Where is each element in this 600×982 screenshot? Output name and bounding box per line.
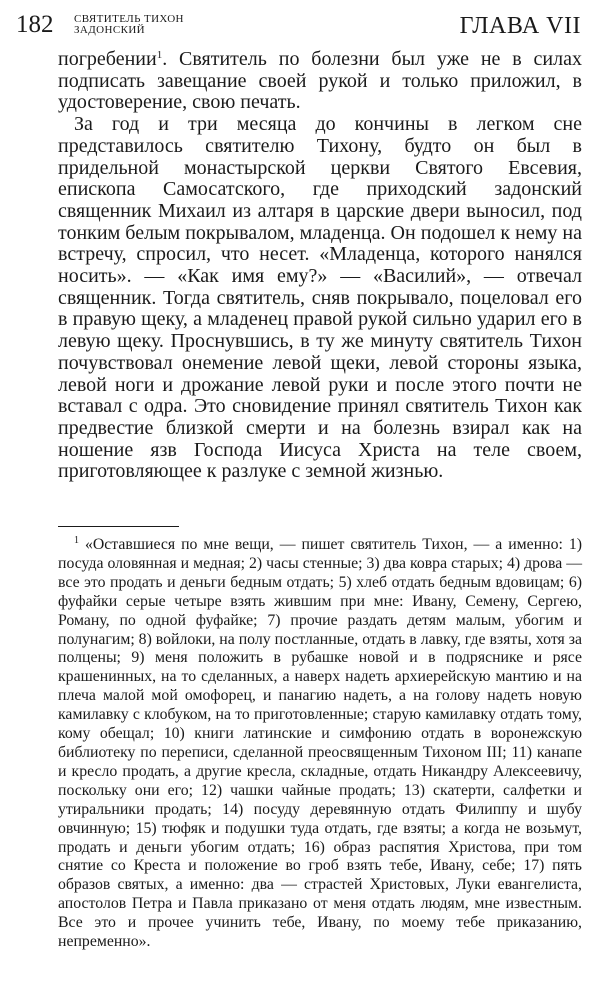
running-title bbox=[74, 14, 184, 36]
running-title-line-2: ЗАДОНСКИЙ bbox=[74, 24, 146, 36]
footnote-separator bbox=[58, 526, 179, 527]
main-text bbox=[58, 49, 582, 483]
footnote-reference[interactable]: 1 bbox=[156, 49, 163, 61]
footnote-text: «Оставшиеся по мне вещи, — пишет святитель Тихон, — а именно: 1) посуда оловянная и медная; 2) часы стенные; 3) два ковра старых; 4) дрова — все это продать и деньги бедным отдать; 5) хлеб отдать бедным вдовицам; 6) фуфайки серые четыре взять жившим при мне: Ивану, Семену, Сергею, Роману, по одной фуфайке; 7) прочие раздать детям малым, убогим и полунагим; 8) войлоки, на полу постланные, отдать в лавку, где взяты, хотя за полцены; 9) меня положить в рубашке новой и в подряснике и рясе крашенинных, на то сделанных, а наверх надеть архиерейскую мантию и на плеча малой мой омофорец, и панагию надеть, а на голову надеть новую камилавку с клобуком, на то приготовленные; старую камилавку отдать тому, кому обещал; 10) книги латинские и симфонию отдать в воронежскую библиотеку по переписи, сделанной преосвященным Тихоном III; 11) канапе и кресло продать, а другие кресла, складные, отдать Никандру Алексеевичу, поскольку они его; 12) чашки чайные продать; 13) скатерти, салфетки и утиральники продать; 14) посуду деревянную отдать Филиппу и шубу овчинную; 15) тюфяк и подушки туда отдать, где взяты; а когда не возьмут, продать и деньги убогим отдать; 16) образ распятия Христова, при том снятие со Креста и положение во гроб взять тебе, Ивану, себе; 17) пять образов святых, а именно: два — страстей Христовых, Луки евангелиста, апостолов Петра и Павла приказано от меня отдать людям, мне известным. Все это и прочее учинить тебе, Ивану, по моему тебе приказанию, непременно». bbox=[58, 536, 582, 951]
paragraph-2: За год и три месяца до кончины в легком сне представилось святителю Тихону, будто он был в придельной монастырской церкви Святого Евсевия, епископа Самосатского, где приходский задонский священник Михаил из алтаря в царские двери выносил, под тонким белым покрывалом, младенца. Он подошел к нему на встречу, спросил, что несет. «Младенца, которого нанялся носить». — «Как имя ему?» — «Василий», — отвечал священник. Тогда святитель, сняв покрывало, поцеловал его в правую щеку, а младенец правой рукой сильно ударил его в левую щеку. Проснувшись, в ту же минуту святитель Тихон почувствовал онемение левой щеки, левой стороны языка, левой ноги и дрожание левой руки и после этого почти не вставал с одра. Это сновидение принял святитель Тихон как предвестие близкой смерти и на болезнь взирал как на ношение язв Господа Иисуса Христа на теле своем, приготовляющее к разлуке с земной жизнью. bbox=[58, 113, 582, 483]
footnote-marker: 1 bbox=[74, 535, 79, 546]
paragraph-1-start: погребении bbox=[58, 48, 157, 70]
running-title-line-1: СВЯТИТЕЛЬ ТИХОН bbox=[74, 13, 184, 25]
paragraph-1 bbox=[58, 49, 582, 114]
footnote-paragraph bbox=[58, 536, 582, 952]
chapter-title: ГЛАВА VII bbox=[459, 13, 581, 39]
footnote bbox=[58, 536, 582, 952]
page-number: 182 bbox=[16, 11, 54, 38]
paragraph-1-end: . Святитель по болезни был уже не в силах подписать завещание своей рукой и только приложил, в удостоверение, свою печать. bbox=[58, 48, 582, 114]
